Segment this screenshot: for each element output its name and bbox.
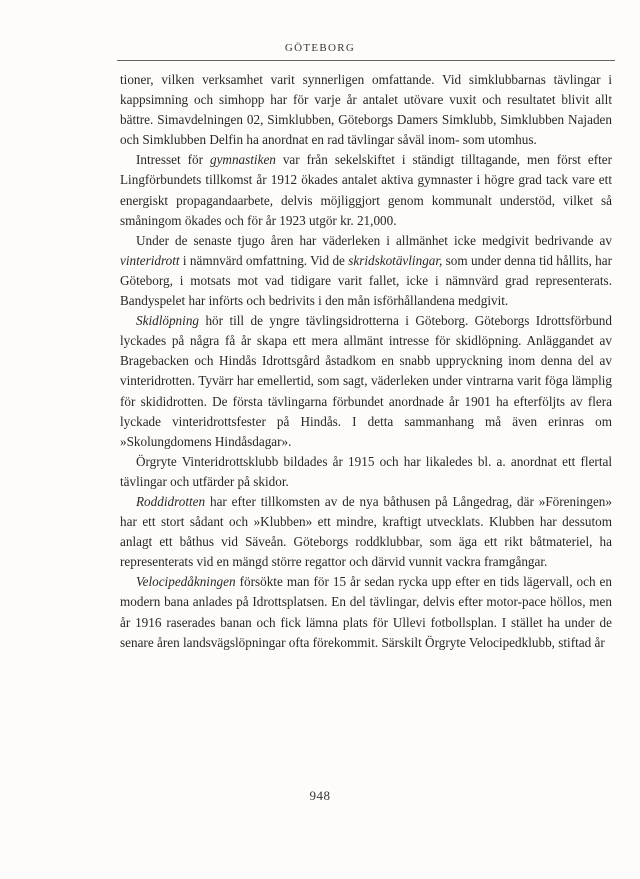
text-run: i nämnvärd omfattning. Vid de [179, 252, 349, 268]
italic-term: gymnastiken [209, 152, 276, 168]
paragraph [120, 231, 612, 311]
text-run: försökte man för 15 år sedan rycka upp efter en tids lägervall, och en modern bana anlades på Idrottsplatsen. En del tävlingar, delvis efter motor-pace höllos, men år 1916 raserades banan och fick lämna plats för Ullevi fotbollsplan. I stället ha under de senare åren landsvägslöpningar ofta förekommit. Särskilt Örgryte Velocipedklubb, stiftad år [120, 574, 612, 650]
text-run: Intresset för [136, 152, 210, 168]
text-run: var från sekelskiftet i ständigt tilltagande, men först efter Lingförbundets tillkomst år 1912 ökades antalet aktiva gymnaster i högre grad tack vare ett energiskt propagandaarbete, delvis möjliggjort genom kommunalt understöd, vilket så småningom ökades och för år 1923 utgör kr. 21,000. [120, 152, 612, 228]
text-run: som under denna tid hållits, har Göteborg, i motsats mot vad tidigare varit fallet, icke i nämnvärd grad representerats. Bandyspelet har införts och bedrivits i den mån isförhållandena medgivit. [120, 252, 612, 309]
italic-term: Roddidrotten [136, 493, 206, 509]
paragraph [120, 492, 612, 572]
text-run: hör till de yngre tävlingsidrotterna i Göteborg. Göteborgs Idrottsförbund lyckades på några få år skapa ett mera allmänt intresse för skidlöpning. Anläggandet av Bragebacken och Hindås Idrottsgård åstadkom en snabb uppryckning inom denna del av vinteridrotten. Tyvärr har emellertid, som sagt, väderleken under vintrarna varit föga lämplig för skididrotten. De första tävlingarna förbundet anordnade år 1901 ha efterföljts av flera lyckade vinteridrottsfester på Hindås. I detta sammanhang må även erinras om »Skolungdomens Hindåsdagar». [120, 313, 612, 449]
italic-term: Skidlöpning [136, 313, 200, 329]
paragraph [120, 572, 612, 652]
paragraph [120, 150, 612, 230]
italic-term: Velocipedåkningen [136, 574, 236, 590]
text-run: tioner, vilken verksamhet varit synnerligen omfattande. Vid simklubbarnas tävlingar i kappsimning och simhopp har för varje år antalet utövare vuxit och resultatet blivit allt bättre. Simavdelningen 02, Simklubben, Göteborgs Damers Simklubb, Simklubben Najaden och Simklubben Delfin ha anordnat en rad tävlingar såväl inom- som utomhus. [120, 72, 612, 148]
text-run: har efter tillkomsten av de nya båthusen på Långedrag, där »Föreningen» har ett stort sådant och »Klubben» ett mindre, kraftigt utvecklats. Klubben har dessutom anlagt ett båthus vid Säveån. Göteborgs roddklubbar, som äga ett rikt båtmateriel, ha representerats vid en mängd större regattor och därvid vunnit vackra framgångar. [120, 493, 612, 570]
italic-term: vinteridrott [120, 252, 180, 268]
text-run: Under de senaste tjugo åren har väderleken i allmänhet icke medgivit bedrivande av [136, 232, 612, 248]
paragraph [120, 70, 612, 150]
paragraph [120, 452, 612, 492]
paragraph [120, 311, 612, 452]
italic-term: skridskotävlingar, [348, 252, 443, 268]
body-text [120, 70, 612, 653]
text-run: Örgryte Vinteridrottsklubb bildades år 1915 och har likaledes bl. a. anordnat ett flertal tävlingar och utfärder på skidor. [120, 453, 612, 489]
running-head: GÖTEBORG [284, 42, 356, 54]
page-number: 948 [309, 788, 331, 803]
header-rule [117, 60, 615, 61]
